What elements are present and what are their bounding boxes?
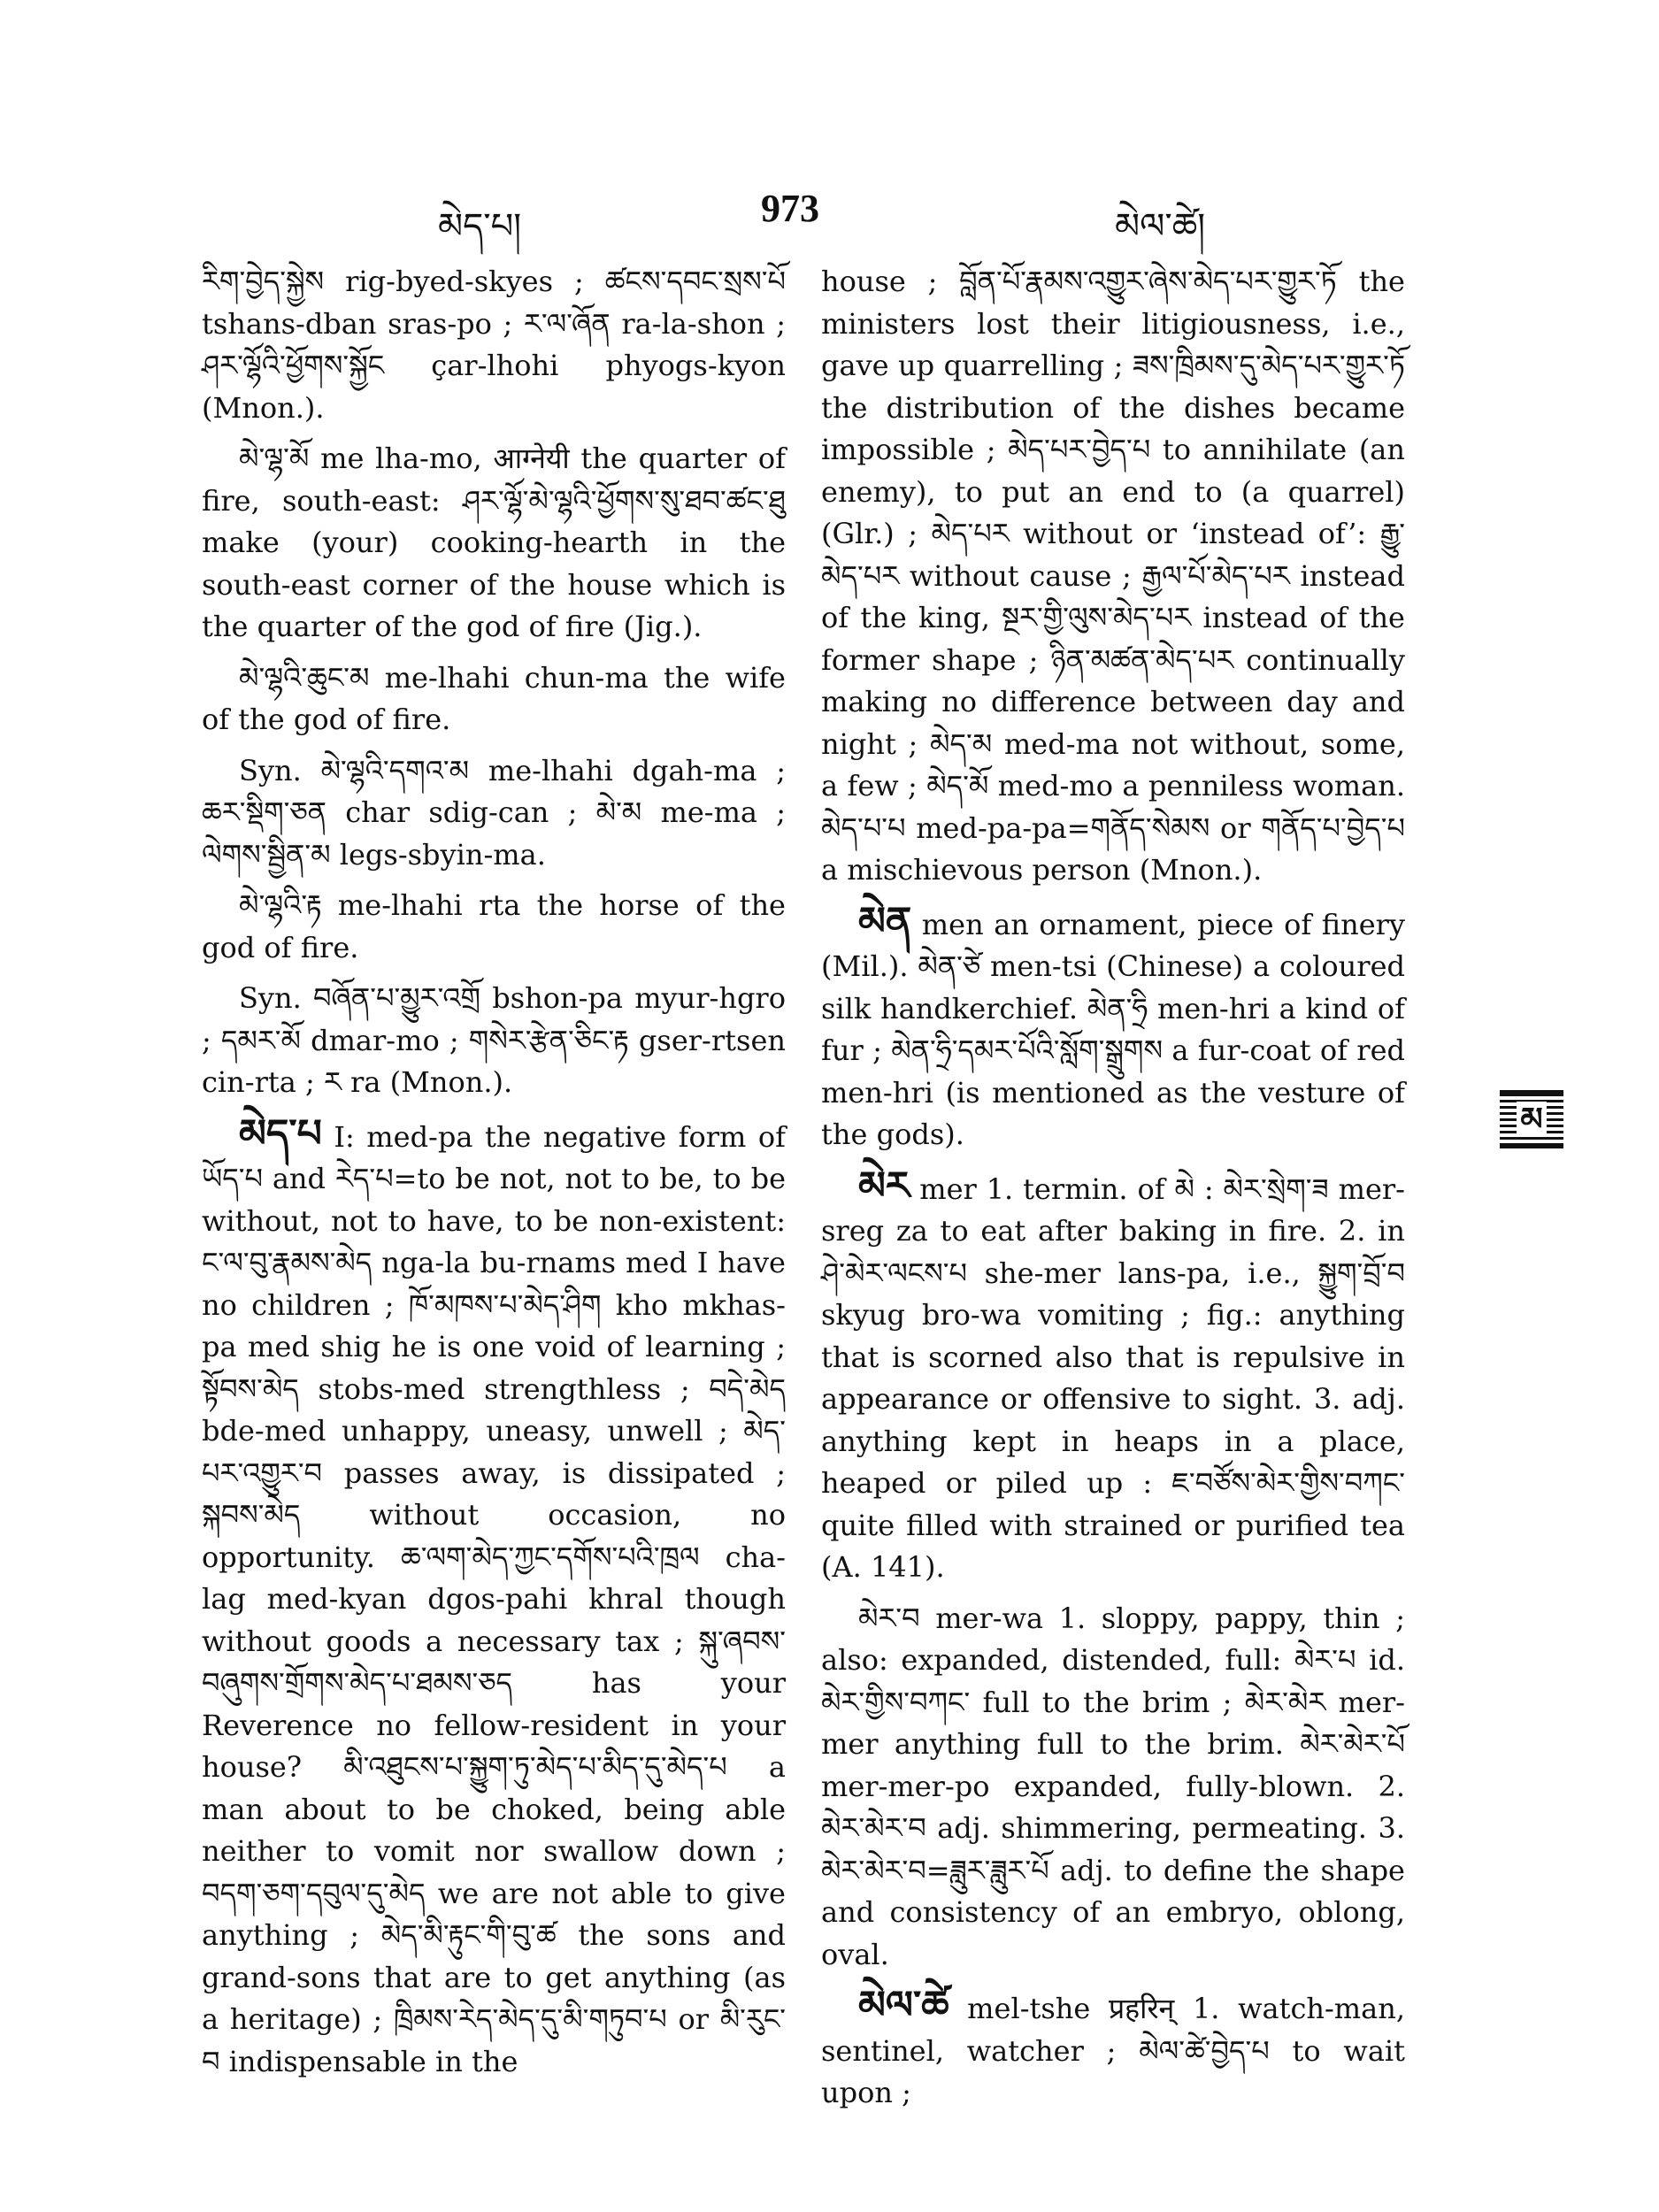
entry-paragraph: མེ་ལྷའི་ཆུང་མ me-lhahi chun-ma the wife of the god of fire. [202, 660, 786, 736]
entry-paragraph [821, 898, 1406, 1156]
headword: མེན [858, 898, 912, 944]
headword: མེལ་ཚེ [858, 1983, 949, 2028]
header-left-catchword: མེད་པ། [438, 206, 522, 247]
entry-paragraph: Syn. བཞོན་པ་མྱུར་འགྲོ bshon-pa myur-hgro ; དམར་མོ dmar-mo ; གསེར་རྩེན་ཅིང་རྟ gser-rtsen cin-rta ; ར ra (Mnon.). [202, 981, 786, 1099]
entry-text: mel-tshe प्रहरिन् 1. watch-man, sentinel, watcher ; མེལ་ཚེ་བྱེད་པ to wait upon ; [821, 1992, 1405, 2109]
entry-paragraph: house ; བློན་པོ་རྣམས་འགྱུར་ཞེས་མེད་པར་གྱུར་ཏོ the ministers lost their litigiousness, i.e., gave up quarrelling ; ཟས་ཁྲིམས་དུ་མེད་པར་གྱུར་ཏོ the distribution of the dishes became impossible ; མེད་པར་བྱེད་པ to annihilate (an enemy), to put an end to (a quarrel) (Glr.) ; མེད་པར without or ‘instead of’: རྒྱུ་མེད་པར without cause ; རྒྱལ་པོ་མེད་པར instead of the king, སྔར་གྱི་ལུས་མེད་པར instead of the former shape ; ཉིན་མཚན་མེད་པར continually making no difference between day and night ; མེད་མ med-ma not without, some, a few ; མེད་མོ med-mo a penniless woman. མེད་པ་པ med-pa-pa=གནོད་སེམས or གནོད་པ་བྱེད་པ a mischievous person (Mnon.). [821, 265, 1405, 887]
headword: མེད་པ [239, 1110, 322, 1156]
entry-paragraph [821, 1165, 1405, 1589]
thumb-index-tab [1500, 1090, 1563, 1148]
page-number: 973 [761, 187, 819, 230]
entry-text: men an ornament, piece of finery (Mil.). མེན་ཙེ men-tsi (Chinese) a coloured silk handkerchief. མེན་ཧྲི men-hri a kind of fur ; མེན་ཧྲི་དམར་པོའི་སློག་སྒྲུགས a fur-coat of red men-hri (is mentioned as the vesture of the gods). [821, 907, 1406, 1151]
left-column [202, 261, 786, 2092]
entry-text: mer 1. termin. of མེ : མེར་སྲེག་ཟ mer-sreg za to eat after baking in fire. 2. in ཤེ་མེར་ལངས་པ she-mer lans-pa, i.e., སྐྱུག་བྲོ་བ skyug bro-wa vomiting ; fig.: anything that is scorned also that is repulsive in appearance or offensive to sight. 3. adj. anything kept in heaps in a place, heaped or piled up : ཇ་བཙོས་མེར་གྱིས་བཀང་ quite filled with strained or purified tea (A. 141). [821, 1171, 1405, 1584]
entry-paragraph: མེ་ལྷ་མོ me lha-mo, आग्नेयी the quarter of fire, south-east: ཤར་ལྷོ་མེ་ལྷའི་ཕྱོགས་སུ་ཐབ་ཚང་ཐུ make (your) cooking-hearth in the south-east corner of the house which is the quarter of the god of fire (Jig.). [202, 442, 786, 643]
thumb-index-letter: མ [1517, 1102, 1546, 1137]
entry-paragraph: Syn. མེ་ལྷའི་དགའ་མ me-lhahi dgah-ma ; ཆར་སྡིག་ཅན char sdig-can ; མེ་མ me-ma ; ལེགས་སྦྱིན་མ legs-sbyin-ma. [202, 753, 786, 872]
header-right-catchword: མེལ་ཚེ། [1115, 206, 1206, 247]
entry-paragraph: མེ་ལྷའི་རྟ me-lhahi rta the horse of the god of fire. [202, 888, 786, 964]
entry-paragraph [821, 1985, 1405, 2115]
right-column [821, 261, 1405, 2124]
entry-paragraph: རིག་བྱེད་སྐྱེས rig-byed-skyes ; ཚངས་དབང་སྲས་པོ tshans-dban sras-po ; ར་ལ་ཞོན ra-la-shon ; ཤར་ལྷོའི་ཕྱོགས་སྐྱོང çar-lhohi phyogs-kyon (Mnon.). [202, 265, 786, 425]
entry-paragraph: མེར་བ mer-wa 1. sloppy, pappy, thin ; also: expanded, distended, full: མེར་པ id. མེར་གྱིས་བཀང་ full to the brim ; མེར་མེར mer-mer anything full to the brim. མེར་མེར་པོ mer-mer-po expanded, fully-blown. 2. མེར་མེར་བ adj. shimmering, permeating. 3. མེར་མེར་བ=ཟླུར་ཟླུར་པོ adj. to define the shape and consistency of an embryo, oblong, oval. [821, 1601, 1405, 1971]
entry-text: I: med-pa the negative form of ཡོད་པ and རེད་པ=to be not, not to be, to be without, not to have, to be non-existent: ང་ལ་བུ་རྣམས་མེད nga-la bu-rnams med I have no children ; ཁོ་མཁས་པ་མེད་ཤིག kho mkhas-pa med shig he is one void of learning ; སྟོབས་མེད stobs-med strengthless ; བདེ་མེད bde-med unhappy, uneasy, unwell ; མེད་པར་འགྱུར་བ passes away, is dissipated ; སྐབས་མེད without occasion, no opportunity. ཆ་ལག་མེད་ཀྱང་དགོས་པའི་ཁྲལ cha-lag med-kyan dgos-pahi khral though without goods a necessary tax ; སྐུ་ཞབས་བཞུགས་གྲོགས་མེད་པ་ཐམས་ཅད has your Reverence no fellow-resident in your house? མི་འཐུངས་པ་སྐྱུག་ཏུ་མེད་པ་མིད་དུ་མེད་པ a man about to be choked, being able neither to vomit nor swallow down ; བདག་ཅག་དབུལ་དུ་མེད we are not able to give anything ; མེད་མི་རྟུང་གི་བུ་ཚ the sons and grand-sons that are to get anything (as a heritage) ; ཁྲིམས་རེད་མེད་དུ་མི་གཏུབ་པ or མི་རུང་བ indispensable in the [202, 1119, 787, 2078]
entry-paragraph [202, 1110, 787, 2084]
headword: མེར [858, 1163, 910, 1209]
